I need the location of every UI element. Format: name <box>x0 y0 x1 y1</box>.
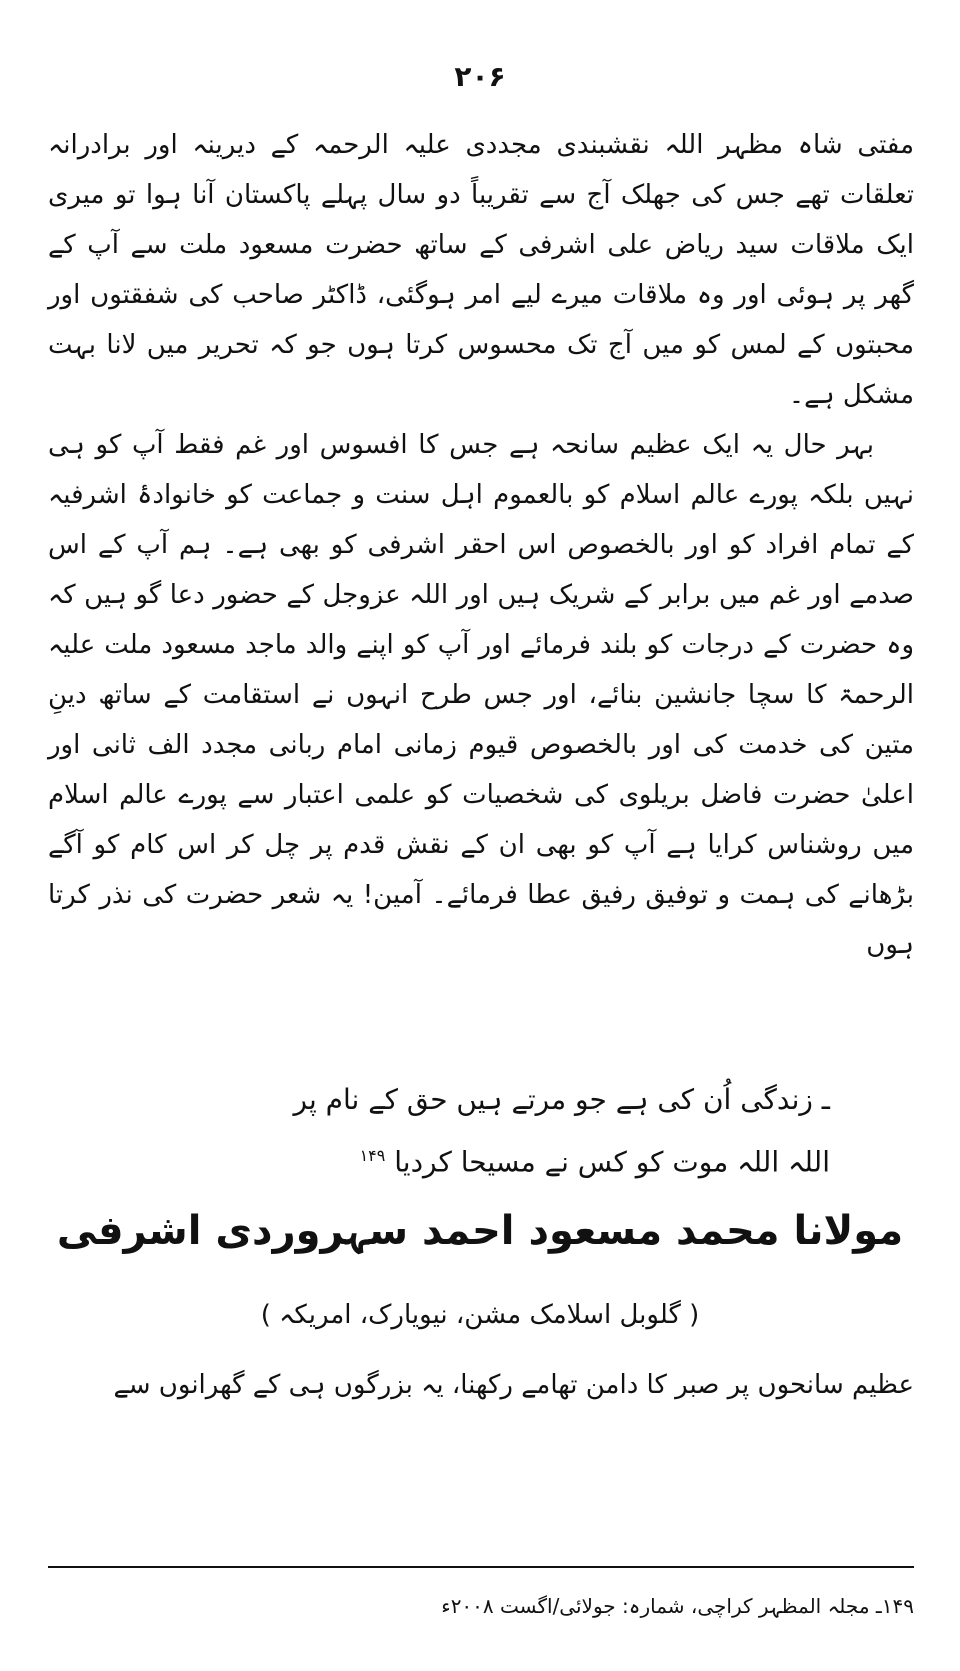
closing-line: عظیم سانحوں پر صبر کا دامن تھامے رکھنا، یہ بزرگوں ہی کے گھرانوں سے <box>113 1370 914 1400</box>
paragraph-2: بہر حال یہ ایک عظیم سانحہ ہے جس کا افسوس اور غم فقط آپ کو ہی نہیں بلکہ پورے عالم اسلام کو بالعموم اہل سنت و جماعت کو خانوادۂ اشرفیہ کے تمام افراد کو اور بالخصوص اس احقر اشرفی کو بھی ہے۔ ہم آپ کے اس صدمے اور غم میں برابر کے شریک ہیں اور اللہ عزوجل کے حضور دعا گو ہیں کہ وہ حضرت کے درجات کو بلند فرمائے اور آپ کو اپنے والد ماجد مسعود ملت علیہ الرحمۃ کا سچا جانشین بنائے، اور جس طرح انہوں نے استقامت کے ساتھ دینِ متین کی خدمت کی اور بالخصوص قیوم زمانی امام ربانی مجدد الف ثانی اور اعلیٰ حضرت فاضل بریلوی کی شخصیات کو علمی اعتبار سے پورے عالم اسلام میں روشناس کرایا ہے آپ کو بھی ان کے نقش قدم پر چل کر اس کام کو آگے بڑھانے کی ہمت و توفیق رفیق عطا فرمائے۔ آمین! یہ شعر حضرت کی نذر کرتا ہوں <box>48 430 914 960</box>
page-number: ۲۰۶ <box>454 60 506 93</box>
author-name: مولانا محمد مسعود احمد سہروردی اشرفی <box>56 1208 904 1254</box>
verse-line-1: ـ زندگی اُن کی ہے جو مرتے ہیں حق کے نام پر <box>293 1083 830 1116</box>
verse-line-2 <box>60 1128 900 1184</box>
footnote-reference: ۱۴۹ <box>359 1146 386 1165</box>
footnote-divider <box>48 1566 914 1568</box>
author-organization: ( گلوبل اسلامک مشن، نیویارک، امریکہ ) <box>260 1300 700 1330</box>
letter-body <box>48 120 914 970</box>
paragraph-1: مفتی شاہ مظہر اللہ نقشبندی مجددی علیہ الرحمہ کے دیرینہ اور برادرانہ تعلقات تھے جس کی جھلک آج سے تقریباً دو سال پہلے پاکستان آنا ہوا تو میری ایک ملاقات سید ریاض علی اشرفی کے ساتھ حضرت مسعود ملت سے آپ کے گھر پر ہوئی اور وہ ملاقات میرے لیے امر ہوگئی، ڈاکٹر صاحب کی شفقتوں اور محبتوں کے لمس کو میں آج تک محسوس کرتا ہوں جو کہ تحریر میں لانا بہت مشکل ہے۔ <box>48 130 914 410</box>
verse-line-2-text: اللہ اللہ موت کو کس نے مسیحا کردیا <box>394 1145 830 1179</box>
verse-couplet <box>60 1072 900 1184</box>
footnote: ۱۴۹ـ مجلہ المظہر کراچی، شمارہ: جولائی/اگست ۲۰۰۸ء <box>441 1594 914 1618</box>
